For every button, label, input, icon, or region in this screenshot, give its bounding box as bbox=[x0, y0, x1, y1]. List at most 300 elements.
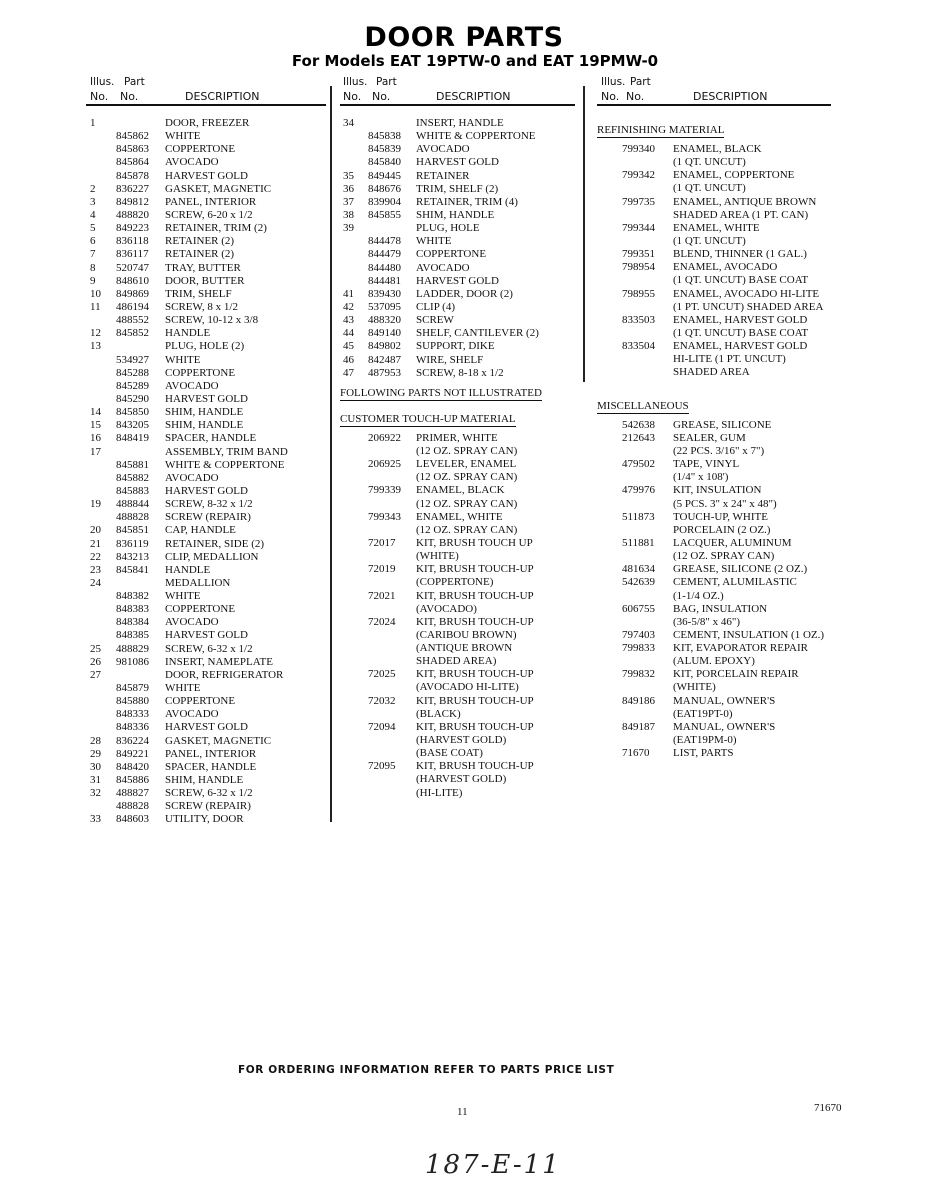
description-header: DESCRIPTION bbox=[693, 90, 768, 103]
part-number: 799735 bbox=[622, 195, 655, 208]
part-description: AVOCADO bbox=[165, 616, 219, 629]
part-description: HI-LITE (1 PT. UNCUT) bbox=[673, 353, 786, 366]
part-number: 488320 bbox=[368, 314, 401, 327]
parts-row bbox=[597, 353, 831, 366]
part-description: SHELF, CANTILEVER (2) bbox=[416, 327, 539, 340]
part-number: 848385 bbox=[116, 629, 149, 642]
parts-row bbox=[340, 130, 575, 143]
parts-row bbox=[86, 800, 326, 813]
parts-row bbox=[340, 196, 575, 209]
parts-row bbox=[86, 669, 326, 682]
part-number: 481634 bbox=[622, 563, 655, 576]
illus-number: 43 bbox=[343, 314, 354, 327]
part-description: CEMENT, ALUMILASTIC bbox=[673, 576, 797, 589]
parts-row bbox=[86, 787, 326, 800]
part-description: (ANTIQUE BROWN bbox=[416, 642, 513, 655]
part-description: ENAMEL, BLACK bbox=[673, 143, 762, 155]
part-description: MANUAL, OWNER'S bbox=[673, 720, 776, 733]
parts-row bbox=[340, 511, 575, 524]
part-description: ENAMEL, WHITE bbox=[673, 221, 760, 234]
parts-row bbox=[340, 248, 575, 261]
part-description: RETAINER bbox=[416, 169, 470, 182]
parts-row bbox=[86, 117, 326, 130]
part-description: (1 QT. UNCUT) bbox=[673, 156, 746, 169]
parts-row bbox=[597, 681, 831, 694]
part-description: AVOCADO bbox=[416, 261, 470, 274]
part-description: AVOCADO bbox=[165, 379, 219, 392]
parts-row bbox=[86, 813, 326, 826]
illus-number: 9 bbox=[90, 274, 96, 287]
parts-row bbox=[597, 432, 831, 445]
part-description: TRAY, BUTTER bbox=[165, 261, 241, 274]
parts-row bbox=[86, 459, 326, 472]
parts-row bbox=[340, 629, 575, 642]
part-description: (1 QT. UNCUT) BASE COAT bbox=[673, 326, 809, 339]
part-number: 842487 bbox=[368, 353, 401, 366]
parts-row bbox=[86, 354, 326, 367]
part-description: CLIP (4) bbox=[416, 300, 456, 313]
parts-row bbox=[340, 484, 575, 497]
parts-row bbox=[340, 327, 575, 340]
part-number: 839904 bbox=[368, 195, 401, 208]
part-number: 799340 bbox=[622, 143, 655, 155]
part-description: RETAINER, TRIM (4) bbox=[416, 195, 518, 208]
illus-number: 11 bbox=[90, 300, 101, 313]
parts-row bbox=[86, 695, 326, 708]
parts-row bbox=[597, 143, 831, 156]
part-no-header: No. bbox=[372, 90, 391, 103]
part-number: 72095 bbox=[368, 760, 396, 773]
part-description: (BLACK) bbox=[416, 707, 461, 720]
part-description: (HI-LITE) bbox=[416, 786, 463, 799]
part-description: BLEND, THINNER (1 GAL.) bbox=[673, 248, 807, 261]
parts-column-3 bbox=[597, 76, 831, 760]
part-number: 845886 bbox=[116, 774, 149, 787]
part-description: (12 OZ. SPRAY CAN) bbox=[416, 523, 518, 536]
parts-row bbox=[86, 419, 326, 432]
illus-number: 46 bbox=[343, 353, 354, 366]
parts-row bbox=[340, 773, 575, 786]
part-description: KIT, BRUSH TOUCH-UP bbox=[416, 694, 534, 707]
illus-number: 14 bbox=[90, 406, 101, 419]
illus-number: 22 bbox=[90, 550, 101, 563]
parts-row bbox=[340, 314, 575, 327]
parts-row bbox=[86, 616, 326, 629]
part-description: (CARIBOU BROWN) bbox=[416, 628, 517, 641]
part-number: 488829 bbox=[116, 642, 149, 655]
part-description: (1/4" x 108') bbox=[673, 471, 729, 484]
illus-number: 41 bbox=[343, 287, 354, 300]
part-description: KIT, BRUSH TOUCH-UP bbox=[416, 615, 534, 628]
part-number: 511873 bbox=[622, 510, 655, 523]
part-number: 845290 bbox=[116, 392, 149, 405]
illus-number: 24 bbox=[90, 576, 101, 589]
parts-row bbox=[86, 209, 326, 222]
description-header: DESCRIPTION bbox=[185, 90, 260, 103]
part-description: (36-5/8" x 46") bbox=[673, 615, 741, 628]
parts-row bbox=[340, 760, 575, 773]
parts-row bbox=[340, 747, 575, 760]
parts-row bbox=[86, 551, 326, 564]
part-description: (1 QT. UNCUT) bbox=[673, 234, 746, 247]
part-number: 488552 bbox=[116, 314, 149, 327]
part-description: KIT, EVAPORATOR REPAIR bbox=[673, 642, 808, 655]
illus-number: 26 bbox=[90, 655, 101, 668]
part-description: TRIM, SHELF bbox=[165, 287, 232, 300]
part-description: WHITE bbox=[165, 130, 201, 143]
part-number: 848419 bbox=[116, 432, 149, 445]
part-description: (BASE COAT) bbox=[416, 747, 483, 760]
parts-row bbox=[86, 498, 326, 511]
part-description: WHITE bbox=[165, 590, 201, 603]
illus-number: 29 bbox=[90, 747, 101, 760]
part-no-header: No. bbox=[626, 90, 645, 103]
part-number: 843213 bbox=[116, 550, 149, 563]
parts-row bbox=[597, 182, 831, 195]
parts-row bbox=[340, 458, 575, 471]
part-description: SHIM, HANDLE bbox=[165, 406, 244, 419]
illus-number: 27 bbox=[90, 668, 101, 681]
part-description: PANEL, INTERIOR bbox=[165, 747, 257, 760]
part-description: (12 OZ. SPRAY CAN) bbox=[416, 471, 518, 484]
part-number: 849187 bbox=[622, 720, 655, 733]
part-number: 845862 bbox=[116, 130, 149, 143]
part-description: HANDLE bbox=[165, 563, 211, 576]
document-number: 71670 bbox=[814, 1102, 842, 1114]
parts-row bbox=[86, 235, 326, 248]
illus-number: 25 bbox=[90, 642, 101, 655]
illus-header: Illus. bbox=[343, 76, 368, 88]
parts-row bbox=[597, 708, 831, 721]
part-number: 845841 bbox=[116, 563, 149, 576]
part-description: KIT, BRUSH TOUCH-UP bbox=[416, 760, 534, 773]
part-description: SHADED AREA (1 PT. CAN) bbox=[673, 208, 809, 221]
illus-number: 13 bbox=[90, 340, 101, 353]
part-number: 798954 bbox=[622, 261, 655, 274]
parts-row bbox=[597, 616, 831, 629]
illus-number: 45 bbox=[343, 340, 354, 353]
part-description: ASSEMBLY, TRIM BAND bbox=[165, 445, 288, 458]
part-number: 799351 bbox=[622, 248, 655, 261]
illus-header: Illus. bbox=[601, 76, 626, 88]
part-description: COPPERTONE bbox=[165, 366, 236, 379]
part-number: 845878 bbox=[116, 169, 149, 182]
part-description: (AVOCADO HI-LITE) bbox=[416, 681, 519, 694]
parts-row bbox=[86, 735, 326, 748]
part-number: 797403 bbox=[622, 628, 655, 641]
parts-row bbox=[86, 774, 326, 787]
part-description: RETAINER (2) bbox=[165, 235, 235, 248]
parts-row bbox=[86, 327, 326, 340]
part-description: (5 PCS. 3" x 24" x 48") bbox=[673, 497, 777, 510]
part-description: KIT, BRUSH TOUCH-UP bbox=[416, 563, 534, 576]
illus-number: 38 bbox=[343, 208, 354, 221]
part-number: 72025 bbox=[368, 668, 396, 681]
part-description: HARVEST GOLD bbox=[416, 274, 499, 287]
part-number: 206922 bbox=[368, 431, 401, 444]
part-description: HARVEST GOLD bbox=[165, 484, 248, 497]
parts-row bbox=[597, 471, 831, 484]
illus-number: 15 bbox=[90, 419, 101, 432]
part-number: 511881 bbox=[622, 536, 655, 549]
part-description: GREASE, SILICONE (2 OZ.) bbox=[673, 563, 808, 576]
parts-row bbox=[340, 681, 575, 694]
parts-row bbox=[340, 734, 575, 747]
parts-row bbox=[86, 380, 326, 393]
part-number: 849223 bbox=[116, 222, 149, 235]
parts-row bbox=[597, 222, 831, 235]
part-number: 488828 bbox=[116, 800, 149, 813]
parts-row bbox=[86, 340, 326, 353]
parts-row bbox=[597, 642, 831, 655]
parts-row bbox=[597, 445, 831, 458]
part-number: 845879 bbox=[116, 682, 149, 695]
parts-row bbox=[597, 747, 831, 760]
parts-row bbox=[597, 288, 831, 301]
parts-row bbox=[86, 590, 326, 603]
illus-number: 30 bbox=[90, 760, 101, 773]
illus-number: 3 bbox=[90, 195, 96, 208]
page-number: 11 bbox=[457, 1106, 468, 1118]
illus-number: 7 bbox=[90, 248, 96, 261]
part-description: SHADED AREA) bbox=[416, 655, 497, 668]
parts-row bbox=[86, 748, 326, 761]
parts-row bbox=[597, 603, 831, 616]
parts-row bbox=[340, 183, 575, 196]
parts-row bbox=[340, 445, 575, 458]
parts-row bbox=[86, 406, 326, 419]
part-description: AVOCADO bbox=[165, 156, 219, 169]
part-number: 844479 bbox=[368, 248, 401, 261]
part-description: LIST, PARTS bbox=[673, 747, 734, 760]
parts-row bbox=[86, 682, 326, 695]
part-description: (HARVEST GOLD) bbox=[416, 773, 507, 786]
part-description: SCREW (REPAIR) bbox=[165, 511, 251, 524]
part-description: PORCELAIN (2 OZ.) bbox=[673, 523, 771, 536]
parts-row bbox=[86, 301, 326, 314]
part-description: (22 PCS. 3/16" x 7") bbox=[673, 444, 765, 457]
part-description: KIT, BRUSH TOUCH UP bbox=[416, 536, 533, 549]
parts-row bbox=[340, 524, 575, 537]
part-description: SCREW, 8-32 x 1/2 bbox=[165, 498, 253, 511]
illus-number: 6 bbox=[90, 235, 96, 248]
part-number: 845839 bbox=[368, 143, 401, 156]
parts-row bbox=[597, 484, 831, 497]
parts-row bbox=[597, 380, 831, 393]
part-number: 542638 bbox=[622, 418, 655, 431]
part-description: AVOCADO bbox=[165, 708, 219, 721]
part-description: DOOR, FREEZER bbox=[165, 117, 250, 129]
part-number: 488844 bbox=[116, 498, 149, 511]
part-number: 839430 bbox=[368, 287, 401, 300]
part-description: SPACER, HANDLE bbox=[165, 432, 257, 445]
parts-row bbox=[340, 590, 575, 603]
part-description: PRIMER, WHITE bbox=[416, 431, 498, 444]
parts-row bbox=[597, 524, 831, 537]
parts-row bbox=[86, 222, 326, 235]
part-number: 488828 bbox=[116, 511, 149, 524]
section-heading-text: MISCELLANEOUS bbox=[597, 399, 689, 412]
part-description: (1 QT. UNCUT) BASE COAT bbox=[673, 274, 809, 287]
column-divider bbox=[583, 86, 585, 382]
parts-row bbox=[340, 616, 575, 629]
part-description: HARVEST GOLD bbox=[165, 392, 248, 405]
part-description: SUPPORT, DIKE bbox=[416, 340, 495, 353]
part-number: 212643 bbox=[622, 431, 655, 444]
part-number: 206925 bbox=[368, 458, 401, 471]
part-description: COPPERTONE bbox=[165, 603, 236, 616]
part-description: (WHITE) bbox=[416, 550, 459, 563]
part-description: BAG, INSULATION bbox=[673, 602, 768, 615]
parts-row bbox=[597, 550, 831, 563]
part-number: 848384 bbox=[116, 616, 149, 629]
illus-number: 17 bbox=[90, 445, 101, 458]
parts-row bbox=[340, 668, 575, 681]
part-description: DOOR, REFRIGERATOR bbox=[165, 668, 284, 681]
part-description: WHITE & COPPERTONE bbox=[416, 130, 536, 143]
part-number: 71670 bbox=[622, 747, 650, 760]
illus-number: 16 bbox=[90, 432, 101, 445]
part-description: KIT, INSULATION bbox=[673, 484, 762, 497]
parts-row bbox=[340, 209, 575, 222]
parts-row bbox=[597, 734, 831, 747]
parts-row bbox=[86, 183, 326, 196]
part-description: HARVEST GOLD bbox=[165, 169, 248, 182]
section-heading bbox=[597, 393, 831, 419]
part-description: COPPERTONE bbox=[165, 695, 236, 708]
part-number: 798955 bbox=[622, 287, 655, 300]
part-number: 845881 bbox=[116, 458, 149, 471]
parts-row bbox=[340, 550, 575, 563]
part-header: Part bbox=[124, 76, 145, 88]
part-description: (12 OZ. SPRAY CAN) bbox=[416, 497, 518, 510]
parts-row bbox=[340, 262, 575, 275]
part-description: COPPERTONE bbox=[165, 143, 236, 156]
part-number: 72032 bbox=[368, 694, 396, 707]
illus-number: 23 bbox=[90, 563, 101, 576]
part-description: LACQUER, ALUMINUM bbox=[673, 536, 792, 549]
part-description: TAPE, VINYL bbox=[673, 458, 740, 471]
part-number: 844481 bbox=[368, 274, 401, 287]
part-number: 849812 bbox=[116, 195, 149, 208]
parts-row bbox=[597, 314, 831, 327]
parts-row bbox=[86, 564, 326, 577]
part-description: ENAMEL, ANTIQUE BROWN bbox=[673, 195, 817, 208]
part-number: 836224 bbox=[116, 734, 149, 747]
parts-row bbox=[86, 367, 326, 380]
part-number: 72094 bbox=[368, 720, 396, 733]
column-divider bbox=[330, 86, 332, 822]
part-description: (1 QT. UNCUT) bbox=[673, 182, 746, 195]
part-description: WHITE bbox=[165, 353, 201, 366]
parts-row bbox=[597, 274, 831, 287]
parts-row bbox=[597, 169, 831, 182]
parts-row bbox=[86, 275, 326, 288]
column-header bbox=[86, 76, 326, 106]
part-number: 833504 bbox=[622, 340, 655, 353]
part-description: CAP, HANDLE bbox=[165, 524, 236, 537]
part-description: GASKET, MAGNETIC bbox=[165, 182, 272, 195]
part-description: GREASE, SILICONE bbox=[673, 418, 772, 431]
part-description: KIT, BRUSH TOUCH-UP bbox=[416, 668, 534, 681]
part-description: RETAINER (2) bbox=[165, 248, 235, 261]
part-number: 849869 bbox=[116, 287, 149, 300]
parts-row bbox=[597, 301, 831, 314]
part-number: 72017 bbox=[368, 536, 396, 549]
parts-row bbox=[86, 643, 326, 656]
part-number: 845288 bbox=[116, 366, 149, 379]
part-description: HANDLE bbox=[165, 327, 211, 340]
part-description: (1-1/4 OZ.) bbox=[673, 589, 724, 602]
ordering-note: FOR ORDERING INFORMATION REFER TO PARTS PRICE LIST bbox=[238, 1064, 615, 1076]
part-description: WHITE bbox=[165, 682, 201, 695]
part-description: (ALUM. EPOXY) bbox=[673, 655, 755, 668]
parts-row bbox=[86, 262, 326, 275]
part-number: 836227 bbox=[116, 182, 149, 195]
parts-row bbox=[86, 314, 326, 327]
parts-row bbox=[597, 261, 831, 274]
parts-row bbox=[340, 498, 575, 511]
parts-row bbox=[340, 563, 575, 576]
part-number: 72019 bbox=[368, 563, 396, 576]
part-number: 848603 bbox=[116, 813, 149, 826]
illus-number: 35 bbox=[343, 169, 354, 182]
illus-number: 32 bbox=[90, 787, 101, 800]
parts-row bbox=[86, 143, 326, 156]
parts-row bbox=[597, 248, 831, 261]
illus-number: 44 bbox=[343, 327, 354, 340]
part-description: HARVEST GOLD bbox=[165, 629, 248, 642]
part-description: (AVOCADO) bbox=[416, 602, 477, 615]
illus-number: 28 bbox=[90, 734, 101, 747]
illus-number: 34 bbox=[343, 117, 354, 129]
illus-no-header: No. bbox=[90, 90, 109, 103]
part-description: SCREW, 8-18 x 1/2 bbox=[416, 366, 504, 379]
parts-row bbox=[86, 156, 326, 169]
part-description: INSERT, NAMEPLATE bbox=[165, 655, 273, 668]
part-description: PLUG, HOLE bbox=[416, 222, 480, 235]
parts-row bbox=[597, 590, 831, 603]
illus-number: 1 bbox=[90, 117, 96, 129]
illus-number: 20 bbox=[90, 524, 101, 537]
part-description: SCREW, 6-32 x 1/2 bbox=[165, 642, 253, 655]
part-description: TRIM, SHELF (2) bbox=[416, 182, 499, 195]
part-number: 72024 bbox=[368, 615, 396, 628]
part-number: 849445 bbox=[368, 169, 401, 182]
part-description: HARVEST GOLD bbox=[416, 156, 499, 169]
part-number: 845883 bbox=[116, 484, 149, 497]
part-number: 845855 bbox=[368, 208, 401, 221]
section-heading bbox=[340, 380, 575, 406]
parts-row bbox=[86, 538, 326, 551]
parts-row bbox=[597, 209, 831, 222]
part-description: SCREW bbox=[416, 314, 454, 327]
parts-row bbox=[86, 721, 326, 734]
part-description: ENAMEL, HARVEST GOLD bbox=[673, 340, 808, 353]
part-number: 844480 bbox=[368, 261, 401, 274]
part-header: Part bbox=[376, 76, 397, 88]
parts-row bbox=[597, 655, 831, 668]
parts-row bbox=[86, 577, 326, 590]
parts-row bbox=[86, 603, 326, 616]
parts-row bbox=[597, 721, 831, 734]
part-description: KIT, PORCELAIN REPAIR bbox=[673, 668, 799, 681]
part-number: 534927 bbox=[116, 353, 149, 366]
parts-row bbox=[597, 563, 831, 576]
parts-row bbox=[86, 524, 326, 537]
parts-row bbox=[340, 117, 575, 130]
part-number: 520747 bbox=[116, 261, 149, 274]
